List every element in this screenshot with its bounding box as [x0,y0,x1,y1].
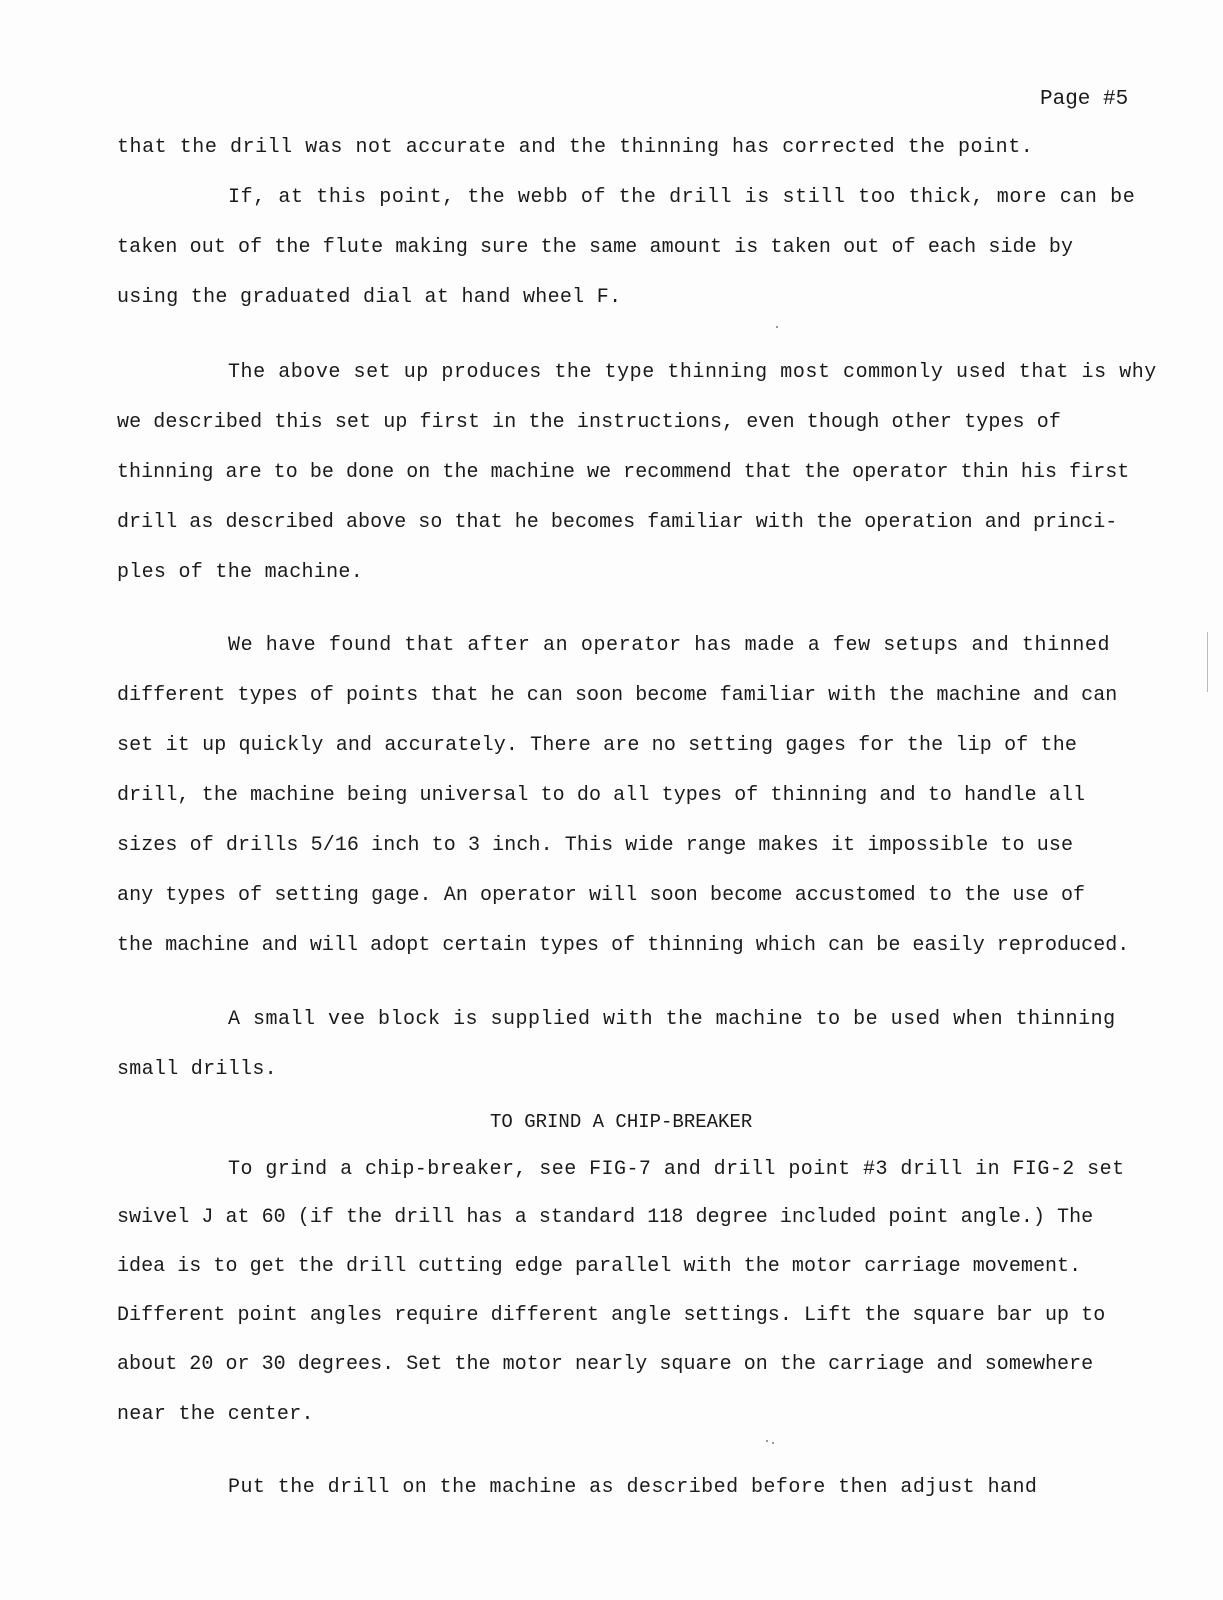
scan-speck [772,1442,774,1444]
text-line-19: To grind a chip-breaker, see FIG-7 and drill point #3 drill in FIG-2 set [228,1158,1125,1181]
scan-speck [776,326,778,328]
text-line-24: near the center. [117,1403,314,1426]
text-line-16: the machine and will adopt certain types of thinning which can be easily reproduced. [117,934,1130,957]
text-line-15: any types of setting gage. An operator will soon become accustomed to the use of [117,884,1086,907]
text-line-18: small drills. [117,1058,277,1081]
text-line-22: Different point angles require different angle settings. Lift the square bar up to [117,1304,1106,1327]
text-line-5: The above set up produces the type thinning most commonly used that is why [228,361,1157,384]
text-line-6: we described this set up first in the instructions, even though other types of [117,411,1061,434]
section-heading: TO GRIND A CHIP-BREAKER [490,1111,753,1133]
text-line-10: We have found that after an operator has made a few setups and thinned [228,634,1111,657]
page-number: Page #5 [1040,88,1129,111]
text-line-3: taken out of the flute making sure the same amount is taken out of each side by [117,236,1074,259]
scan-margin-mark [1207,632,1208,692]
text-line-20: swivel J at 60 (if the drill has a standard 118 degree included point angle.) The [117,1206,1094,1229]
text-line-4: using the graduated dial at hand wheel F. [117,286,622,309]
scan-speck [766,1440,768,1442]
text-line-21: idea is to get the drill cutting edge parallel with the motor carriage movement. [117,1255,1082,1278]
text-line-2: If, at this point, the webb of the drill is still too thick, more can be [228,186,1136,209]
text-line-25: Put the drill on the machine as described before then adjust hand [228,1476,1038,1499]
text-line-11: different types of points that he can soon become familiar with the machine and can [117,684,1118,707]
text-line-9: ples of the machine. [117,561,364,584]
text-line-8: drill as described above so that he becomes familiar with the operation and princi- [117,511,1118,534]
text-line-13: drill, the machine being universal to do all types of thinning and to handle all [117,784,1086,807]
text-line-23: about 20 or 30 degrees. Set the motor nearly square on the carriage and somewhere [117,1353,1094,1376]
text-line-17: A small vee block is supplied with the machine to be used when thinning [228,1008,1116,1031]
text-line-14: sizes of drills 5/16 inch to 3 inch. This wide range makes it impossible to use [117,834,1074,857]
text-line-7: thinning are to be done on the machine we recommend that the operator thin his first [117,461,1130,484]
text-line-1: that the drill was not accurate and the thinning has corrected the point. [117,136,1034,159]
text-line-12: set it up quickly and accurately. There are no setting gages for the lip of the [117,734,1078,757]
